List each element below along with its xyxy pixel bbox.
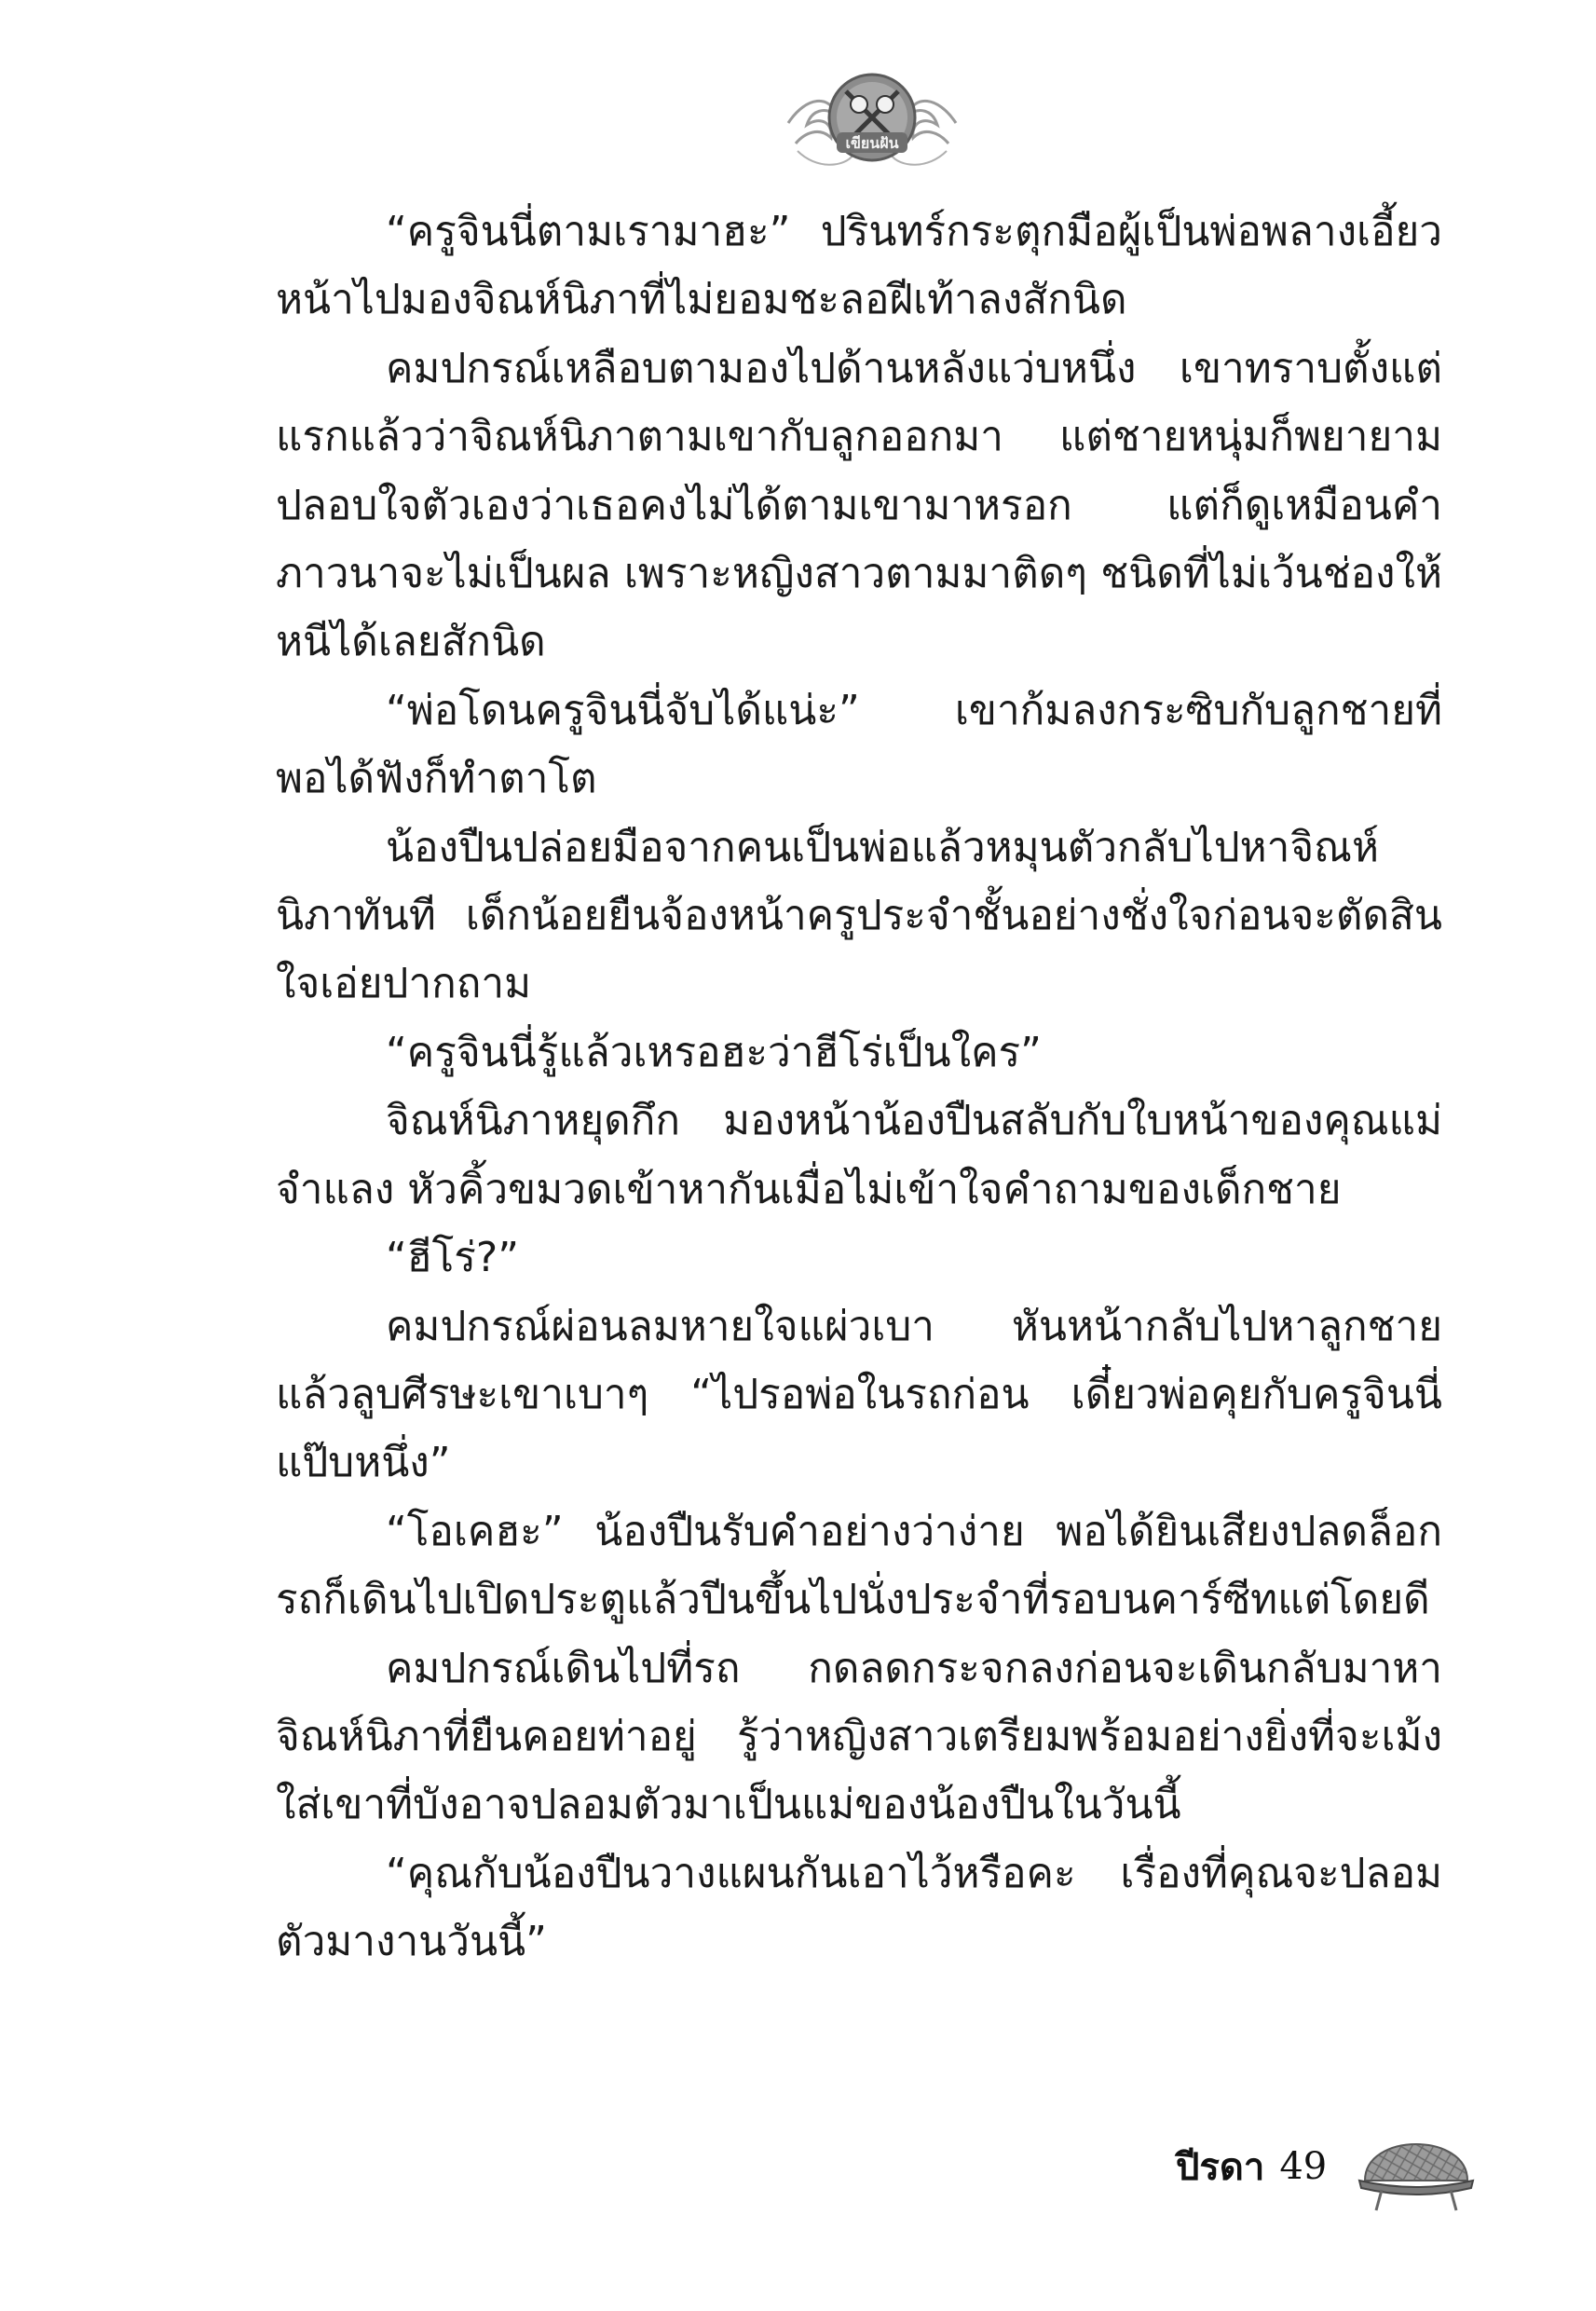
- paragraph: “พ่อโดนครูจินนี่จับได้แน่ะ” เขาก้มลงกระซิบกับลูกชายที่พอได้ฟังก็ทำตาโต: [276, 686, 1442, 803]
- helmet-icon: [1356, 2104, 1477, 2216]
- paragraph: คมปกรณ์เดินไปที่รถ กดลดกระจกลงก่อนจะเดินกลับมาหาจิณห์นิภาที่ยืนคอยท่าอยู่ รู้ว่าหญิงสาวเตรียมพร้อมอย่างยิ่งที่จะเม้งใส่เขาที่บังอาจปลอมตัวมาเป็นแม่ของน้องปืนในวันนี้: [276, 1644, 1442, 1829]
- publisher-logo-icon: [779, 58, 965, 179]
- logo-text: เขียนฝัน: [845, 134, 899, 152]
- paragraph: “โอเคฮะ” น้องปืนรับคำอย่างว่าง่าย พอได้ยินเสียงปลดล็อกรถก็เดินไปเปิดประตูแล้วปีนขึ้นไปนั่งประจำที่รอบนคาร์ซีทแต่โดยดี: [276, 1507, 1442, 1624]
- paragraph: “ครูจินนี่รู้แล้วเหรอฮะว่าฮีโร่เป็นใคร”: [386, 1028, 1042, 1076]
- author-name: ปีรดา: [1176, 2145, 1265, 2189]
- paragraph: “ครูจินนี่ตามเรามาฮะ” ปรินทร์กระตุกมือผู้เป็นพ่อพลางเอี้ยวหน้าไปมองจิณห์นิภาที่ไม่ยอมชะลอฝีเท้าลงสักนิด: [276, 208, 1442, 324]
- paragraph: คมปกรณ์ผ่อนลมหายใจแผ่วเบา หันหน้ากลับไปหาลูกชายแล้วลูบศีรษะเขาเบาๆ “ไปรอพ่อในรถก่อน เดี๋ยวพ่อคุยกับครูจินนี่แป๊บหนึ่ง”: [276, 1302, 1442, 1487]
- paragraph: น้องปืนปล่อยมือจากคนเป็นพ่อแล้วหมุนตัวกลับไปหาจิณห์นิภาทันที เด็กน้อยยืนจ้องหน้าครูประจำชั้นอย่างชั่งใจก่อนจะตัดสินใจเอ่ยปากถาม: [276, 823, 1442, 1008]
- paragraph: “ฮีโร่?”: [386, 1234, 520, 1282]
- page-footer: [1176, 2139, 1327, 2195]
- paragraph: “คุณกับน้องปืนวางแผนกันเอาไว้หรือคะ เรื่องที่คุณจะปลอมตัวมางานวันนี้”: [276, 1849, 1442, 1966]
- paragraph: คมปกรณ์เหลือบตามองไปด้านหลังแว่บหนึ่ง เขาทราบตั้งแต่แรกแล้วว่าจิณห์นิภาตามเขากับลูกออกมา แต่ชายหนุ่มก็พยายามปลอบใจตัวเองว่าเธอคงไม่ได้ตามเขามาหรอก แต่ก็ดูเหมือนคำภาวนาจะไม่เป็นผล เพราะหญิงสาวตามมาติดๆ ชนิดที่ไม่เว้นช่องให้หนีได้เลยสักนิด: [276, 344, 1442, 666]
- story-text: [276, 198, 1442, 2099]
- paragraph: จิณห์นิภาหยุดกึก มองหน้าน้องปืนสลับกับใบหน้าของคุณแม่จำแลง หัวคิ้วขมวดเข้าหากันเมื่อไม่เข้าใจคำถามของเด็กชาย: [276, 1097, 1442, 1213]
- page-number: 49: [1279, 2145, 1328, 2188]
